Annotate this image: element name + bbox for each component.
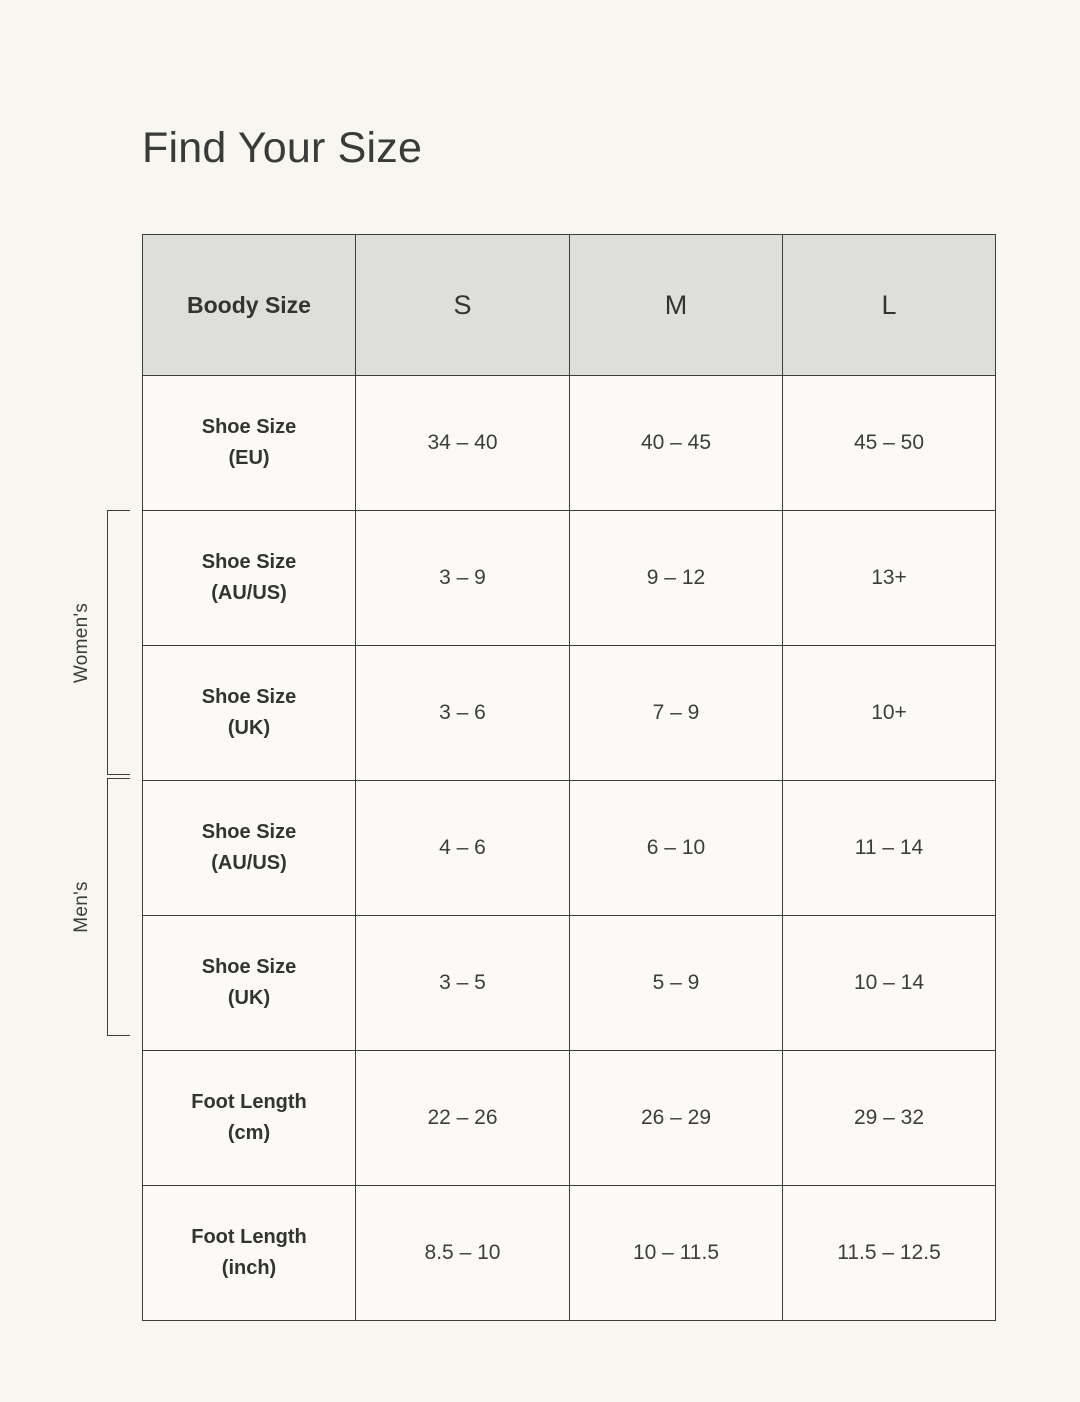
row-label-line1: Foot Length xyxy=(191,1091,307,1113)
table-row xyxy=(143,1186,996,1321)
table-row xyxy=(143,511,996,646)
row-label-line2: (UK) xyxy=(227,987,271,1009)
row-label-line2: (EU) xyxy=(228,447,270,469)
header-size-s: S xyxy=(356,235,570,376)
cell-value: 40 – 45 xyxy=(570,376,783,511)
table-body xyxy=(143,376,996,1321)
size-table xyxy=(142,234,996,1321)
row-label-shoe-size-auus-womens xyxy=(143,511,356,646)
cell-value: 29 – 32 xyxy=(783,1051,996,1186)
row-label-line2: (AU/US) xyxy=(211,852,287,874)
cell-value: 26 – 29 xyxy=(570,1051,783,1186)
cell-value: 45 – 50 xyxy=(783,376,996,511)
header-size-l: L xyxy=(783,235,996,376)
cell-value: 10 – 11.5 xyxy=(570,1186,783,1321)
row-label-line2: (AU/US) xyxy=(211,582,287,604)
cell-value: 11.5 – 12.5 xyxy=(783,1186,996,1321)
header-size-m: M xyxy=(570,235,783,376)
cell-value: 3 – 6 xyxy=(356,646,570,781)
mens-bracket-label: Men's xyxy=(71,881,92,933)
header-boody-size: Boody Size xyxy=(143,235,356,376)
row-label-shoe-size-eu xyxy=(143,376,356,511)
cell-value: 10+ xyxy=(783,646,996,781)
cell-value: 8.5 – 10 xyxy=(356,1186,570,1321)
cell-value: 22 – 26 xyxy=(356,1051,570,1186)
cell-value: 11 – 14 xyxy=(783,781,996,916)
cell-value: 9 – 12 xyxy=(570,511,783,646)
row-label-foot-length-inch xyxy=(143,1186,356,1321)
table-row xyxy=(143,781,996,916)
row-label-line1: Shoe Size xyxy=(201,551,297,573)
mens-bracket xyxy=(71,778,108,1036)
table-row xyxy=(143,376,996,511)
table-head xyxy=(143,235,996,376)
cell-value: 3 – 5 xyxy=(356,916,570,1051)
row-label-foot-length-cm xyxy=(143,1051,356,1186)
row-label-shoe-size-uk-mens xyxy=(143,916,356,1051)
row-label-line2: (UK) xyxy=(227,717,271,739)
size-table-wrapper xyxy=(142,234,995,1321)
row-label-shoe-size-uk-womens xyxy=(143,646,356,781)
table-row xyxy=(143,916,996,1051)
womens-bracket xyxy=(71,510,108,775)
table-header-row xyxy=(143,235,996,376)
row-label-line2: (inch) xyxy=(221,1257,277,1279)
cell-value: 13+ xyxy=(783,511,996,646)
row-label-shoe-size-auus-mens xyxy=(143,781,356,916)
row-label-line1: Foot Length xyxy=(191,1226,307,1248)
row-label-line2: (cm) xyxy=(227,1122,271,1144)
cell-value: 10 – 14 xyxy=(783,916,996,1051)
womens-bracket-label: Women's xyxy=(71,602,92,683)
cell-value: 3 – 9 xyxy=(356,511,570,646)
cell-value: 5 – 9 xyxy=(570,916,783,1051)
cell-value: 7 – 9 xyxy=(570,646,783,781)
cell-value: 6 – 10 xyxy=(570,781,783,916)
cell-value: 4 – 6 xyxy=(356,781,570,916)
cell-value: 34 – 40 xyxy=(356,376,570,511)
row-label-line1: Shoe Size xyxy=(201,956,297,978)
row-label-line1: Shoe Size xyxy=(201,416,297,438)
table-row xyxy=(143,1051,996,1186)
table-row xyxy=(143,646,996,781)
page-title: Find Your Size xyxy=(142,123,423,172)
row-label-line1: Shoe Size xyxy=(201,686,297,708)
row-label-line1: Shoe Size xyxy=(201,821,297,843)
